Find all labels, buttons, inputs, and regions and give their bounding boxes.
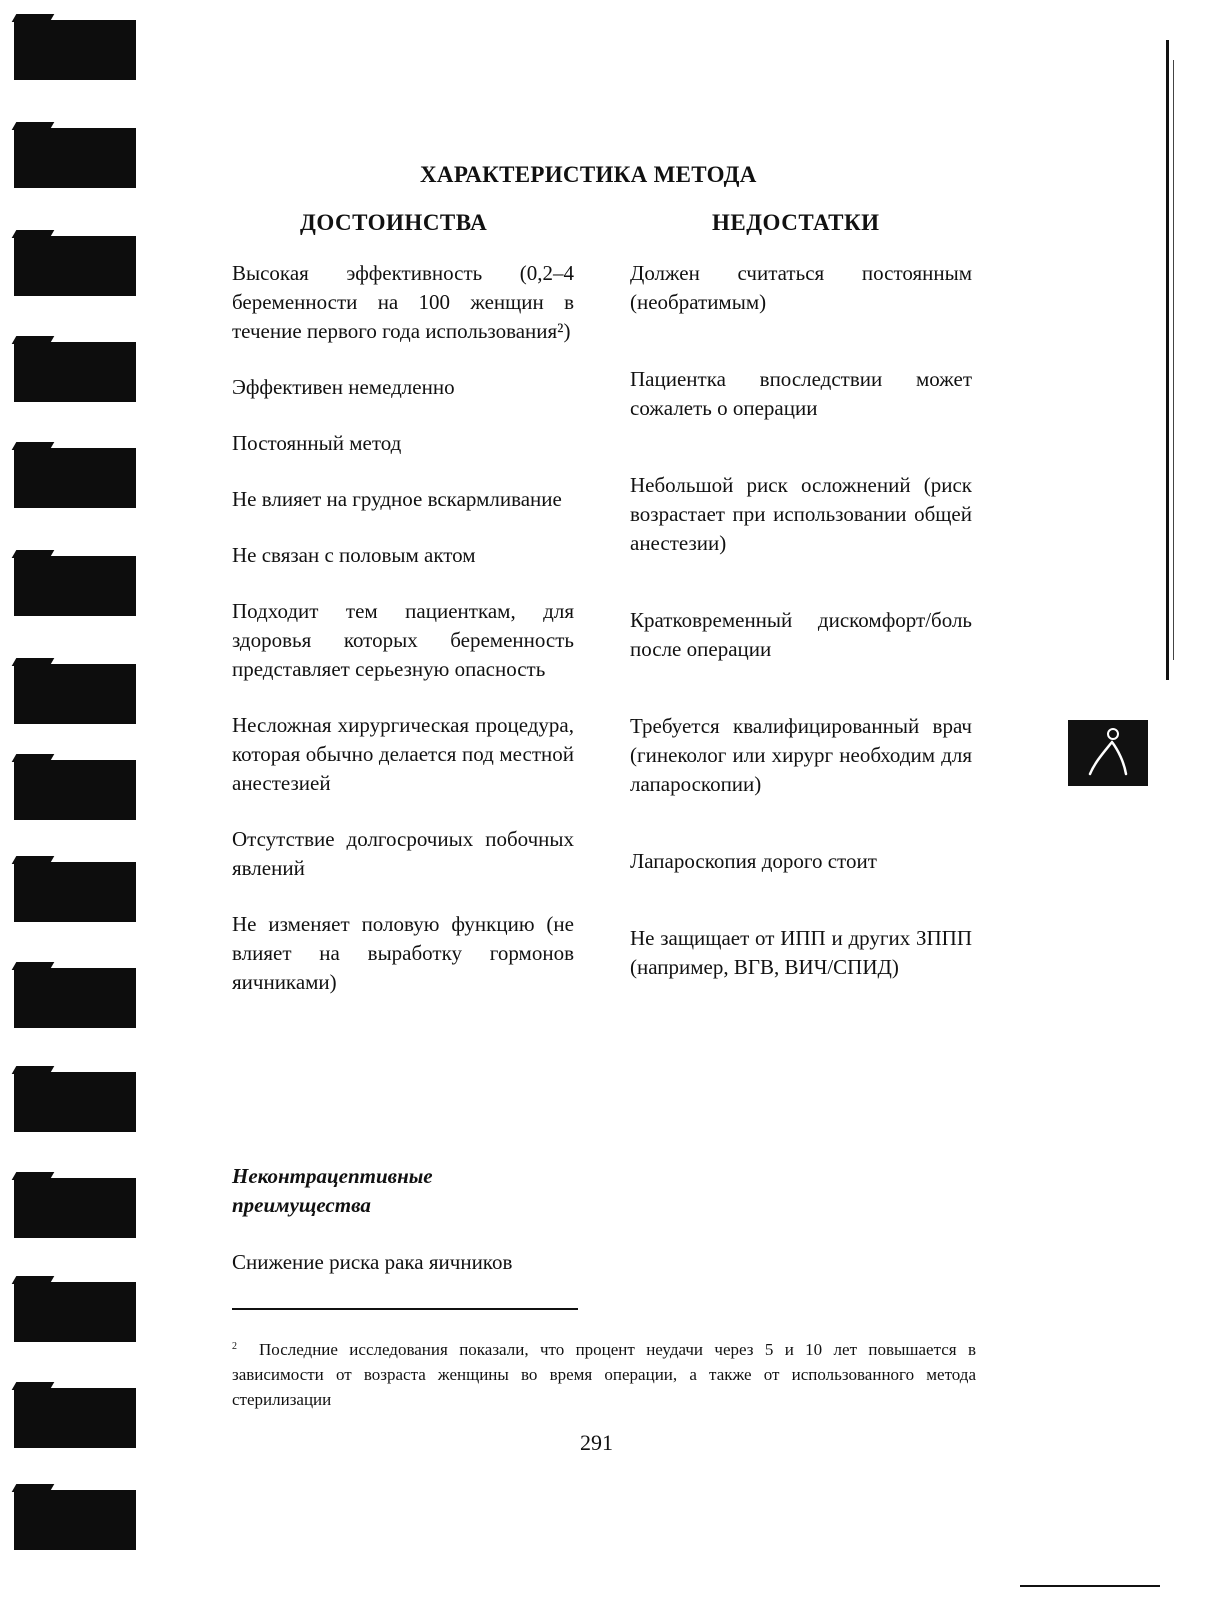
advantages-heading: ДОСТОИНСТВА xyxy=(300,210,488,235)
advantage-item: Отсутствие долгосрочиых побочных явлений xyxy=(232,827,574,880)
advantage-item: Несложная хирургическая процедура, которая обычно делается под местной анестезией xyxy=(232,713,574,795)
binding-tab xyxy=(14,1072,136,1132)
advantage-item: Эффективен немедленно xyxy=(232,375,455,399)
advantage-item: Не связан с половым актом xyxy=(232,543,476,567)
noncontraceptive-heading: Неконтрацептивные преимущества xyxy=(232,1164,433,1217)
binding-tab xyxy=(14,556,136,616)
advantage-item: Не влияет на грудное вскармливание xyxy=(232,487,562,511)
disadvantage-item: Кратковременный дискомфорт/боль после операции xyxy=(630,608,972,661)
spiral-binding xyxy=(14,20,136,1580)
binding-tab xyxy=(14,128,136,188)
advantage-item: Постоянный метод xyxy=(232,431,402,455)
binding-tab xyxy=(14,968,136,1028)
binding-tab xyxy=(14,1282,136,1342)
disadvantage-item: Требуется квалифицированный врач (гинеколог или хирург необходим для лапароскопии) xyxy=(630,714,972,796)
section-title: ХАРАКТЕРИСТИКА МЕТОДА xyxy=(420,162,757,187)
page-edge-rule xyxy=(1166,40,1169,680)
page-edge-rule xyxy=(1173,60,1174,660)
disadvantage-item: Пациентка впоследствии может сожалеть о операции xyxy=(630,367,972,420)
advantages-list xyxy=(232,259,574,1024)
binding-tab xyxy=(14,342,136,402)
advantage-item: Высокая эффективность (0,2–4 беременности на 100 женщин в течение первого года использования²) xyxy=(232,261,574,343)
disadvantages-list xyxy=(630,259,972,1012)
advantage-item: Подходит тем пациенткам, для здоровья которых беременность представляет серьезную опасность xyxy=(232,599,574,681)
binding-tab xyxy=(14,664,136,724)
side-tab xyxy=(1068,720,1148,786)
advantage-item: Не изменяет половую функцию (не влияет на выработку гормонов яичниками) xyxy=(232,912,574,994)
noncontraceptive-item: Снижение риска рака яичников xyxy=(232,1250,513,1274)
female-figure-icon xyxy=(1068,720,1148,786)
disadvantage-item: Лапароскопия дорого стоит xyxy=(630,849,877,873)
disadvantage-item: Небольшой риск осложнений (риск возрастает при использовании общей анестезии) xyxy=(630,473,972,555)
binding-tab xyxy=(14,1178,136,1238)
footnote-divider xyxy=(232,1308,578,1310)
page-number: 291 xyxy=(580,1430,613,1455)
binding-tab xyxy=(14,1490,136,1550)
footnote-marker: 2 xyxy=(232,1341,237,1352)
footnote xyxy=(232,1334,976,1412)
disadvantage-item: Не защищает от ИПП и других ЗППП (например, ВГВ, ВИЧ/СПИД) xyxy=(630,926,972,979)
disadvantage-item: Должен считаться постоянным (необратимым) xyxy=(630,261,972,314)
disadvantages-heading: НЕДОСТАТКИ xyxy=(712,210,880,235)
footnote-text: Последние исследования показали, что процент неудачи через 5 и 10 лет повышается в зависимости от возраста женщины во время операции, а также от использованного метода стерилизации xyxy=(232,1340,976,1409)
binding-tab xyxy=(14,448,136,508)
binding-tab xyxy=(14,862,136,922)
page-edge-rule xyxy=(1020,1585,1160,1587)
binding-tab xyxy=(14,236,136,296)
binding-tab xyxy=(14,1388,136,1448)
binding-tab xyxy=(14,20,136,80)
binding-tab xyxy=(14,760,136,820)
